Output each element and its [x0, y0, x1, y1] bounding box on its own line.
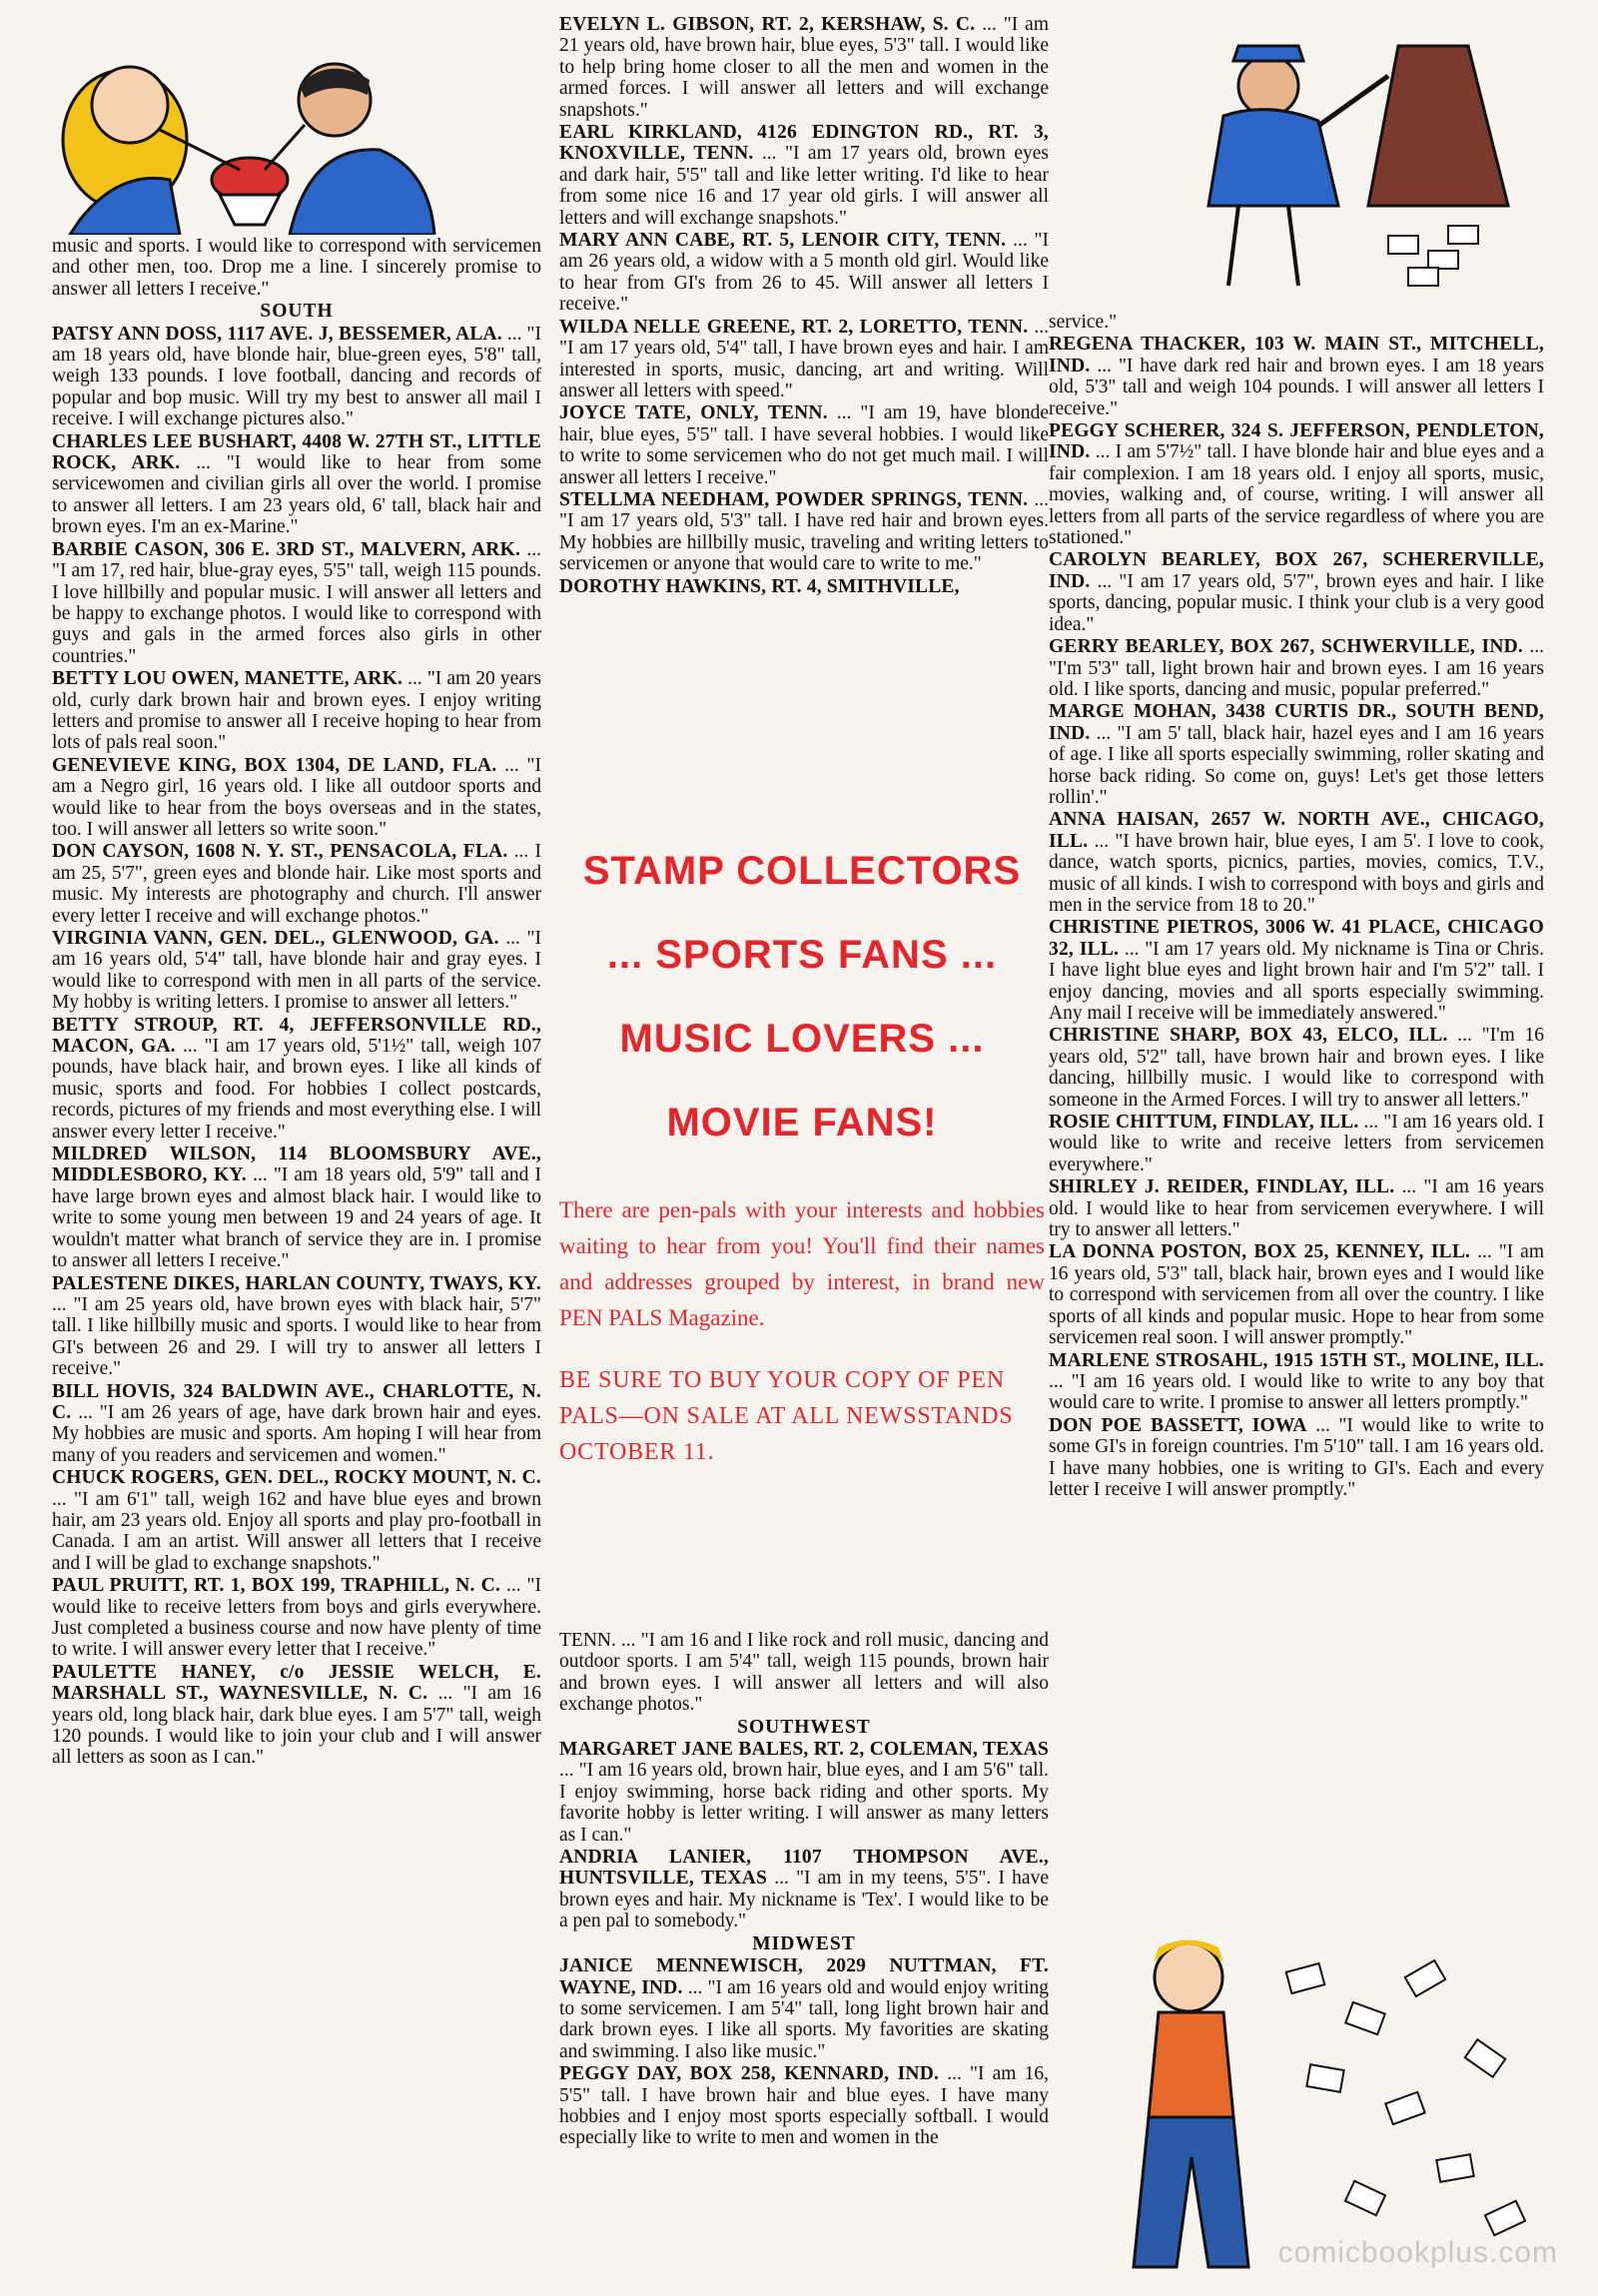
pen-pal-name-address: LA DONNA POSTON, BOX 25, KENNEY, ILL. — [1049, 1241, 1471, 1263]
ad-headline-stamp-collectors: STAMP COLLECTORS — [582, 849, 1022, 893]
pen-pal-entry — [52, 928, 541, 1014]
couple-sundae-illustration — [50, 10, 439, 235]
pen-pal-name-address: WILDA NELLE GREENE, RT. 2, LORETTO, TENN. — [559, 316, 1029, 338]
pen-pal-entry — [52, 1273, 541, 1380]
pen-pal-name-address: MARGE MOHAN, 3438 CURTIS DR., SOUTH BEND, IND. — [1049, 701, 1544, 744]
pen-pal-entry — [1049, 420, 1544, 548]
pen-pal-message: ... "I would like to receive letters from boys and girls everywhere. Just completed a business course and now have plenty of time to write. I will answer every letter that I receive." — [52, 1575, 541, 1661]
pen-pal-entry — [52, 1144, 541, 1271]
ad-headline-music-lovers: MUSIC LOVERS ... — [619, 1017, 985, 1061]
pen-pal-entry — [1049, 549, 1544, 635]
pen-pal-message: ... "I am 5' tall, black hair, hazel eyes and I am 16 years of age. I like all sports especially swimming, roller skating and horse back riding. So come on, guys! Let's get those letters rollin'." — [1049, 722, 1544, 808]
pen-pal-name-address: EVELYN L. GIBSON, RT. 2, KERSHAW, S. C. — [559, 14, 976, 35]
pen-pal-name-address: GENEVIEVE KING, BOX 1304, DE LAND, FLA. — [52, 754, 497, 776]
pen-pal-message: ... I am 5'7½" tall. I have blonde hair and blue eyes and a fair complexion. I am 18 years old. I enjoy all sports, music, movies, walking and, of course, writing. I will answer all letters from all parts of the service regardless of where you are stationed." — [1049, 441, 1544, 549]
pen-pal-name-address: MARLENE STROSAHL, 1915 15TH ST., MOLINE, ILL. — [1049, 1349, 1544, 1371]
pen-pal-message: ... "I would like to write to some GI's in foreign countries. I'm 5'10" tall. I am 16 years old. I have many hobbies, one is writing to GI's. Each and every letter I receive I will answer promptly." — [1049, 1414, 1544, 1500]
pen-pal-message: ... "I am 16 years old, brown hair, blue eyes, and I am 5'6" tall. I enjoy swimming, horse back riding and other sports. My favorite hobby is letter writing. I will answer as many letters as I can." — [559, 1760, 1049, 1846]
middle-top-entries-list — [559, 14, 1049, 597]
pen-pal-entry — [559, 1955, 1049, 2062]
pen-pal-message: ... "I am in my teens, 5'5". I have brown eyes and hair. My nickname is 'Tex'. I would like to be a pen pal to somebody." — [559, 1868, 1049, 1932]
pen-pal-name-address: BETTY LOU OWEN, MANETTE, ARK. — [52, 668, 403, 690]
mailman-illustration — [1139, 6, 1578, 306]
pen-pal-name-address: CHRISTINE SHARP, BOX 43, ELCO, ILL. — [1049, 1025, 1448, 1047]
pen-pal-entry — [52, 1381, 541, 1467]
left-column — [52, 236, 541, 2283]
pen-pal-message: ... "I am 17, red hair, blue-gray eyes, 5'5" tall, weigh 115 pounds. I love hillbilly and popular music. I will answer all letters and be happy to exchange photos. I would like to correspond with guys and gals in the armed forces also girls in other countries." — [52, 538, 541, 667]
pen-pal-name-address: CAROLYN BEARLEY, BOX 267, SCHERERVILLE, IND. — [1049, 549, 1544, 592]
pen-pal-name-address: DON POE BASSETT, IOWA — [1049, 1414, 1307, 1436]
pen-pal-message: ... "I am 16 years old. I would like to write and receive letters from servicemen everywhere." — [1049, 1112, 1544, 1175]
southwest-entries-list — [559, 1739, 1049, 1932]
pen-pal-message: ... "I am 6'1" tall, weigh 162 and have blue eyes and brown hair, am 23 years old. Enjoy all sports and play pro-football in Canada. I am an artist. Will answer all letters that I receive and I will be glad to exchange snapshots." — [52, 1488, 541, 1574]
pen-pal-message: ... "I am 17 years old, 5'4" tall, I have brown eyes and hair. I am interested in sports, music, dancing, art and writing. Will answer all letters with speed." — [559, 316, 1049, 401]
pen-pal-entry — [1049, 1350, 1544, 1414]
pen-pal-entry — [559, 14, 1049, 121]
pen-pal-entry — [559, 122, 1049, 229]
pen-pal-name-address: ROSIE CHITTUM, FINDLAY, ILL. — [1049, 1112, 1359, 1134]
pen-pal-message: ... "I am 21 years old, have brown hair, blue eyes, 5'3" tall. I would like to help bring home closer to all the men and women in the armed forces. I will answer all letters and will exchange snapshots." — [559, 14, 1049, 121]
pen-pal-message: ... "I'm 5'3" tall, light brown hair and brown eyes. I am 16 years old. I like sports, dancing and music, popular preferred." — [1049, 636, 1544, 700]
pen-pal-entry — [559, 2063, 1049, 2149]
pen-pal-name-address: BARBIE CASON, 306 E. 3RD ST., MALVERN, ARK. — [52, 538, 521, 560]
section-heading-south: SOUTH — [260, 301, 334, 323]
pen-pal-name-address: ANDRIA LANIER, 1107 THOMPSON AVE., HUNTSVILLE, TEXAS — [559, 1847, 1049, 1890]
pen-pal-message: ... "I am 16 years old. I would like to hear from servicemen everywhere. I will try to answer all letters." — [1049, 1176, 1544, 1241]
pen-pal-entry — [52, 539, 541, 667]
pen-pal-name-address: JANICE MENNEWISCH, 2029 NUTTMAN, FT. WAYNE, IND. — [559, 1955, 1049, 1998]
pen-pal-entry — [559, 489, 1049, 575]
pen-pal-message: ... "I am 17 years old, 5'7", brown eyes and hair. I like sports, dancing, popular music. I think your club is a very good idea." — [1049, 570, 1544, 635]
pen-pal-message: ... "I am 17 years old, 5'3" tall. I have red hair and brown eyes. My hobbies are hillbilly music, traveling and writing letters to servicemen or anyone that would care to write to me." — [559, 488, 1049, 575]
pen-pal-entry — [1049, 701, 1544, 808]
pen-pal-message: ... "I am 16 years old, long black hair, dark blue eyes. I am 5'7" tall, weigh 120 pounds. I would like to join your club and I will answer all letters as soon as I can." — [52, 1683, 541, 1769]
pen-pal-message: ... "I am 16, 5'5" tall. I have brown hair and blue eyes. I have many hobbies and I enjoy most sports especially softball. I would especially like to write to men and women in the — [559, 2063, 1049, 2149]
pen-pal-entry — [52, 431, 541, 538]
section-heading-midwest: MIDWEST — [752, 1932, 856, 1954]
right-entries-list — [1049, 334, 1544, 1500]
pen-pal-name-address: EARL KIRKLAND, 4126 EDINGTON RD., RT. 3, KNOXVILLE, TENN. — [559, 122, 1049, 165]
site-watermark: comicbookplus.com — [1277, 2236, 1558, 2269]
pen-pal-message: ... "I am 17 years old, brown eyes and dark hair, 5'5" tall and like letter writing. I'd like to hear from some nice 16 and 17 year old girls. I will answer all letters and will exchange snapshots." — [559, 143, 1049, 229]
ad-call-to-action: BE SURE TO BUY YOUR COPY OF PEN PALS—ON SALE AT ALL NEWSSTANDS OCTOBER 11. — [559, 1367, 1014, 1465]
pen-pals-advertisement — [559, 829, 1045, 1528]
pen-pal-name-address: DON CAYSON, 1608 N. Y. ST., PENSACOLA, FLA. — [52, 841, 508, 863]
pen-pal-name-address: PEGGY DAY, BOX 258, KENNARD, IND. — [559, 2063, 940, 2085]
pen-pal-entry — [559, 317, 1049, 402]
pen-pal-entry — [1049, 1241, 1544, 1348]
pen-pal-message: ... "I would like to hear from some servicewomen and civilian girls all over the world. I promise to answer all letters. I am 23 years old, 6' tall, black hair and brown eyes. I'm an ex-Marine." — [52, 452, 541, 538]
pen-pal-name-address: BETTY STROUP, RT. 4, JEFFERSONVILLE RD., MACON, GA. — [52, 1014, 541, 1058]
section-heading-southwest: SOUTHWEST — [737, 1716, 871, 1738]
pen-pal-entry — [52, 668, 541, 754]
pen-pal-name-address: CHARLES LEE BUSHART, 4408 W. 27TH ST., LITTLE ROCK, ARK. — [52, 430, 541, 474]
pen-pal-name-address: BILL HOVIS, 324 BALDWIN AVE., CHARLOTTE, N. C. — [52, 1380, 541, 1423]
pen-pal-message: ... "I am 18 years old, have blonde hair, blue-green eyes, 5'8" tall, weigh 133 pounds. I love football, dancing and records of popular and bop music. Will try my best to answer all mail I receive. I will exchange pictures also." — [52, 323, 541, 430]
pen-pal-message: ... "I am 16 years old, 5'4" tall, have blonde hair and gray eyes. I would like to correspond with men in all parts of the service. My hobby is writing letters. I promise to answer all letters." — [52, 928, 541, 1014]
middle-top-column — [559, 14, 1049, 765]
pen-pal-name-address: SHIRLEY J. REIDER, FINDLAY, ILL. — [1049, 1176, 1395, 1198]
pen-pal-message: ... "I have brown hair, blue eyes, I am 5'. I love to cook, dance, watch sports, picnics, parties, movies, comics, T.V., music of all kinds. I wish to correspond with boys and girls and men in the service from 18 to 20." — [1049, 830, 1544, 916]
pen-pal-entry — [1049, 334, 1544, 419]
pen-pal-name-address: REGENA THACKER, 103 W. MAIN ST., MITCHELL, IND. — [1049, 334, 1544, 377]
pen-pal-message: ... "I am a Negro girl, 16 years old. I like all outdoor sports and would like to hear from the boys overseas and in the states, too. I will answer all letters so write soon." — [52, 754, 541, 840]
pen-pal-entry — [52, 1662, 541, 1769]
ad-headline-movie-fans: MOVIE FANS! — [666, 1101, 938, 1145]
right-column — [1049, 312, 1544, 1900]
pen-pal-entry — [1049, 1415, 1544, 1501]
pen-pal-entry — [559, 1847, 1049, 1932]
pen-pal-message: ... "I am 20 years old, curly dark brown hair and brown eyes. I enjoy writing letters and promise to answer all I receive hoping to hear from lots of pals real soon." — [52, 668, 541, 754]
pen-pal-message: ... "I have dark red hair and brown eyes. I am 18 years old, 5'3" tall and weigh 104 pounds. I will answer all letters I receive." — [1049, 355, 1544, 419]
pen-pal-entry — [52, 755, 541, 841]
pen-pal-message: ... "I am 19, have blonde hair, blue eyes, 5'5" tall. I have several hobbies. I would like to write to some servicemen who do not get much mail. I will answer all letters I receive." — [559, 402, 1049, 488]
pen-pal-name-address: MILDRED WILSON, 114 BLOOMSBURY AVE., MIDDLESBORO, KY. — [52, 1144, 541, 1186]
pen-pal-name-address: PALESTENE DIKES, HARLAN COUNTY, TWAYS, KY. — [52, 1272, 541, 1294]
pen-pal-name-address: MARY ANN CABE, RT. 5, LENOIR CITY, TENN. — [559, 230, 1007, 252]
pen-pal-message: ... "I am 17 years old, 5'1½" tall, weigh 107 pounds, have black hair, and brown eyes. I like all kinds of music, sports and food. For hobbies I collect postcards, records, pictures of my friends and most everything else. I will answer every letter I receive." — [52, 1036, 541, 1143]
pen-pal-entry — [559, 576, 1049, 597]
middle-bottom-column — [559, 1630, 1049, 2279]
pen-pal-message: ... "I'm 16 years old, 5'2" tall, have brown hair and brown eyes. I like dancing, hillbilly music. I would like to correspond with someone in the Armed Forces. I will try to answer all letters." — [1049, 1025, 1544, 1111]
pen-pal-name-address: JOYCE TATE, ONLY, TENN. — [559, 402, 828, 424]
pen-pal-message: ... I am 25, 5'7", green eyes and blonde hair. Like most sports and music. My interests are photography and church. I'll answer every letter I receive and will exchange photos." — [52, 841, 541, 927]
pen-pal-entry — [52, 1575, 541, 1661]
pen-pal-name-address: GERRY BEARLEY, BOX 267, SCHWERVILLE, IND. — [1049, 636, 1523, 658]
left-entries-list — [52, 324, 541, 1769]
pen-pal-entry — [52, 1015, 541, 1143]
pen-pal-message: ... "I am 16 years old and would enjoy writing to some servicemen. I am 5'4" tall, long light brown hair and dark brown eyes. I like all sports. My favorities are skating and swimming. I also like music." — [559, 1976, 1049, 2062]
pen-pal-message: ... "I am 16 years old, 5'3" tall, black hair, brown eyes and I would like to correspond with servicemen from all over the country. I like sports of all kinds and popular music. Hope to hear from some servicemen real soon. I will answer promptly." — [1049, 1241, 1544, 1349]
pen-pal-name-address: CHUCK ROGERS, GEN. DEL., ROCKY MOUNT, N. C. — [52, 1467, 541, 1489]
pen-pal-name-address: PAUL PRUITT, RT. 1, BOX 199, TRAPHILL, N. C. — [52, 1575, 501, 1597]
pen-pal-message: ... "I am 16 years old. I would like to write to any boy that would care to write. I promise to answer all letters promptly." — [1049, 1370, 1544, 1414]
pen-pal-name-address: ANNA HAISAN, 2657 W. NORTH AVE., CHICAGO, ILL. — [1049, 809, 1544, 852]
left-intro-text: music and sports. I would like to correspond with servicemen and other men, too. Drop me a line. I sincerely promise to answer all letters I receive." — [52, 236, 541, 300]
pen-pal-name-address: CHRISTINE PIETROS, 3006 W. 41 PLACE, CHICAGO 32, ILL. — [1049, 917, 1544, 960]
pen-pal-message: ... "I am 26 years old, a widow with a 5 month old girl. Would like to hear from GI's from 26 to 45. Will answer all letters I receive." — [559, 230, 1049, 316]
pen-pal-entry — [52, 324, 541, 430]
pen-pal-name-address: PEGGY SCHERER, 324 S. JEFFERSON, PENDLETON, IND. — [1049, 420, 1544, 463]
ad-headline-sports-fans: ... SPORTS FANS ... — [606, 933, 998, 977]
pen-pal-entry — [1049, 1176, 1544, 1240]
pen-pal-entry — [559, 402, 1049, 488]
pen-pal-entry — [1049, 917, 1544, 1024]
pen-pal-entry — [1049, 1112, 1544, 1175]
pen-pal-entry — [559, 1739, 1049, 1846]
pen-pal-name-address: STELLMA NEEDHAM, POWDER SPRINGS, TENN. — [559, 488, 1029, 510]
pen-pal-entry — [1049, 1025, 1544, 1111]
pen-pal-message: ... "I am 25 years old, have brown eyes with black hair, 5'7" tall. I like hillbilly music and sports. I would like to hear from GI's between 26 and 29. I will try to answer all letters I receive." — [52, 1293, 541, 1380]
pen-pal-name-address: MARGARET JANE BALES, RT. 2, COLEMAN, TEXAS — [559, 1739, 1049, 1761]
right-intro-text: service." — [1049, 312, 1118, 333]
middle-bottom-intro: TENN. ... "I am 16 and I like rock and roll music, dancing and outdoor sports. I am 5'4" tall, weigh 115 pounds, brown hair and brown eyes. I will answer all letters and will also exchange photos." — [559, 1630, 1049, 1716]
pen-pal-message: ... "I am 26 years of age, have dark brown hair and eyes. My hobbies are music and sports. Am hoping I will hear from many of you readers and servicemen and women." — [52, 1401, 541, 1466]
pen-pal-name-address: PAULETTE HANEY, c/o JESSIE WELCH, E. MARSHALL ST., WAYNESVILLE, N. C. — [52, 1661, 541, 1705]
pen-pal-message: ... "I am 17 years old. My nickname is Tina or Chris. I have light blue eyes and light brown hair and I'm 5'2" tall. I enjoy dancing, movies and all sports especially swimming. Any mail I receive will be immediately answered." — [1049, 938, 1544, 1024]
ad-body-text: There are pen-pals with your interests and hobbies waiting to hear from you! You'll find their names and addresses grouped by interest, in brand new PEN PALS Magazine. — [559, 1197, 1045, 1330]
pen-pal-entry — [52, 1467, 541, 1574]
pen-pal-entry — [52, 841, 541, 927]
midwest-entries-list — [559, 1955, 1049, 2149]
pen-pal-name-address: VIRGINIA VANN, GEN. DEL., GLENWOOD, GA. — [52, 928, 499, 949]
pen-pal-entry — [1049, 809, 1544, 916]
pen-pal-name-address: PATSY ANN DOSS, 1117 AVE. J, BESSEMER, ALA. — [52, 323, 502, 345]
pen-pal-entry — [559, 230, 1049, 316]
pen-pal-name-address: DOROTHY HAWKINS, RT. 4, SMITHVILLE, — [559, 575, 960, 597]
pen-pal-message: ... "I am 18 years old, 5'9" tall and I have large brown eyes and almost black hair. I would like to write to some young men between 19 and 24 years of age. It wouldn't matter what branch of service they are in. I promise to answer all letters I receive." — [52, 1164, 541, 1272]
pen-pal-entry — [1049, 636, 1544, 700]
girl-letters-illustration — [1049, 1908, 1568, 2287]
